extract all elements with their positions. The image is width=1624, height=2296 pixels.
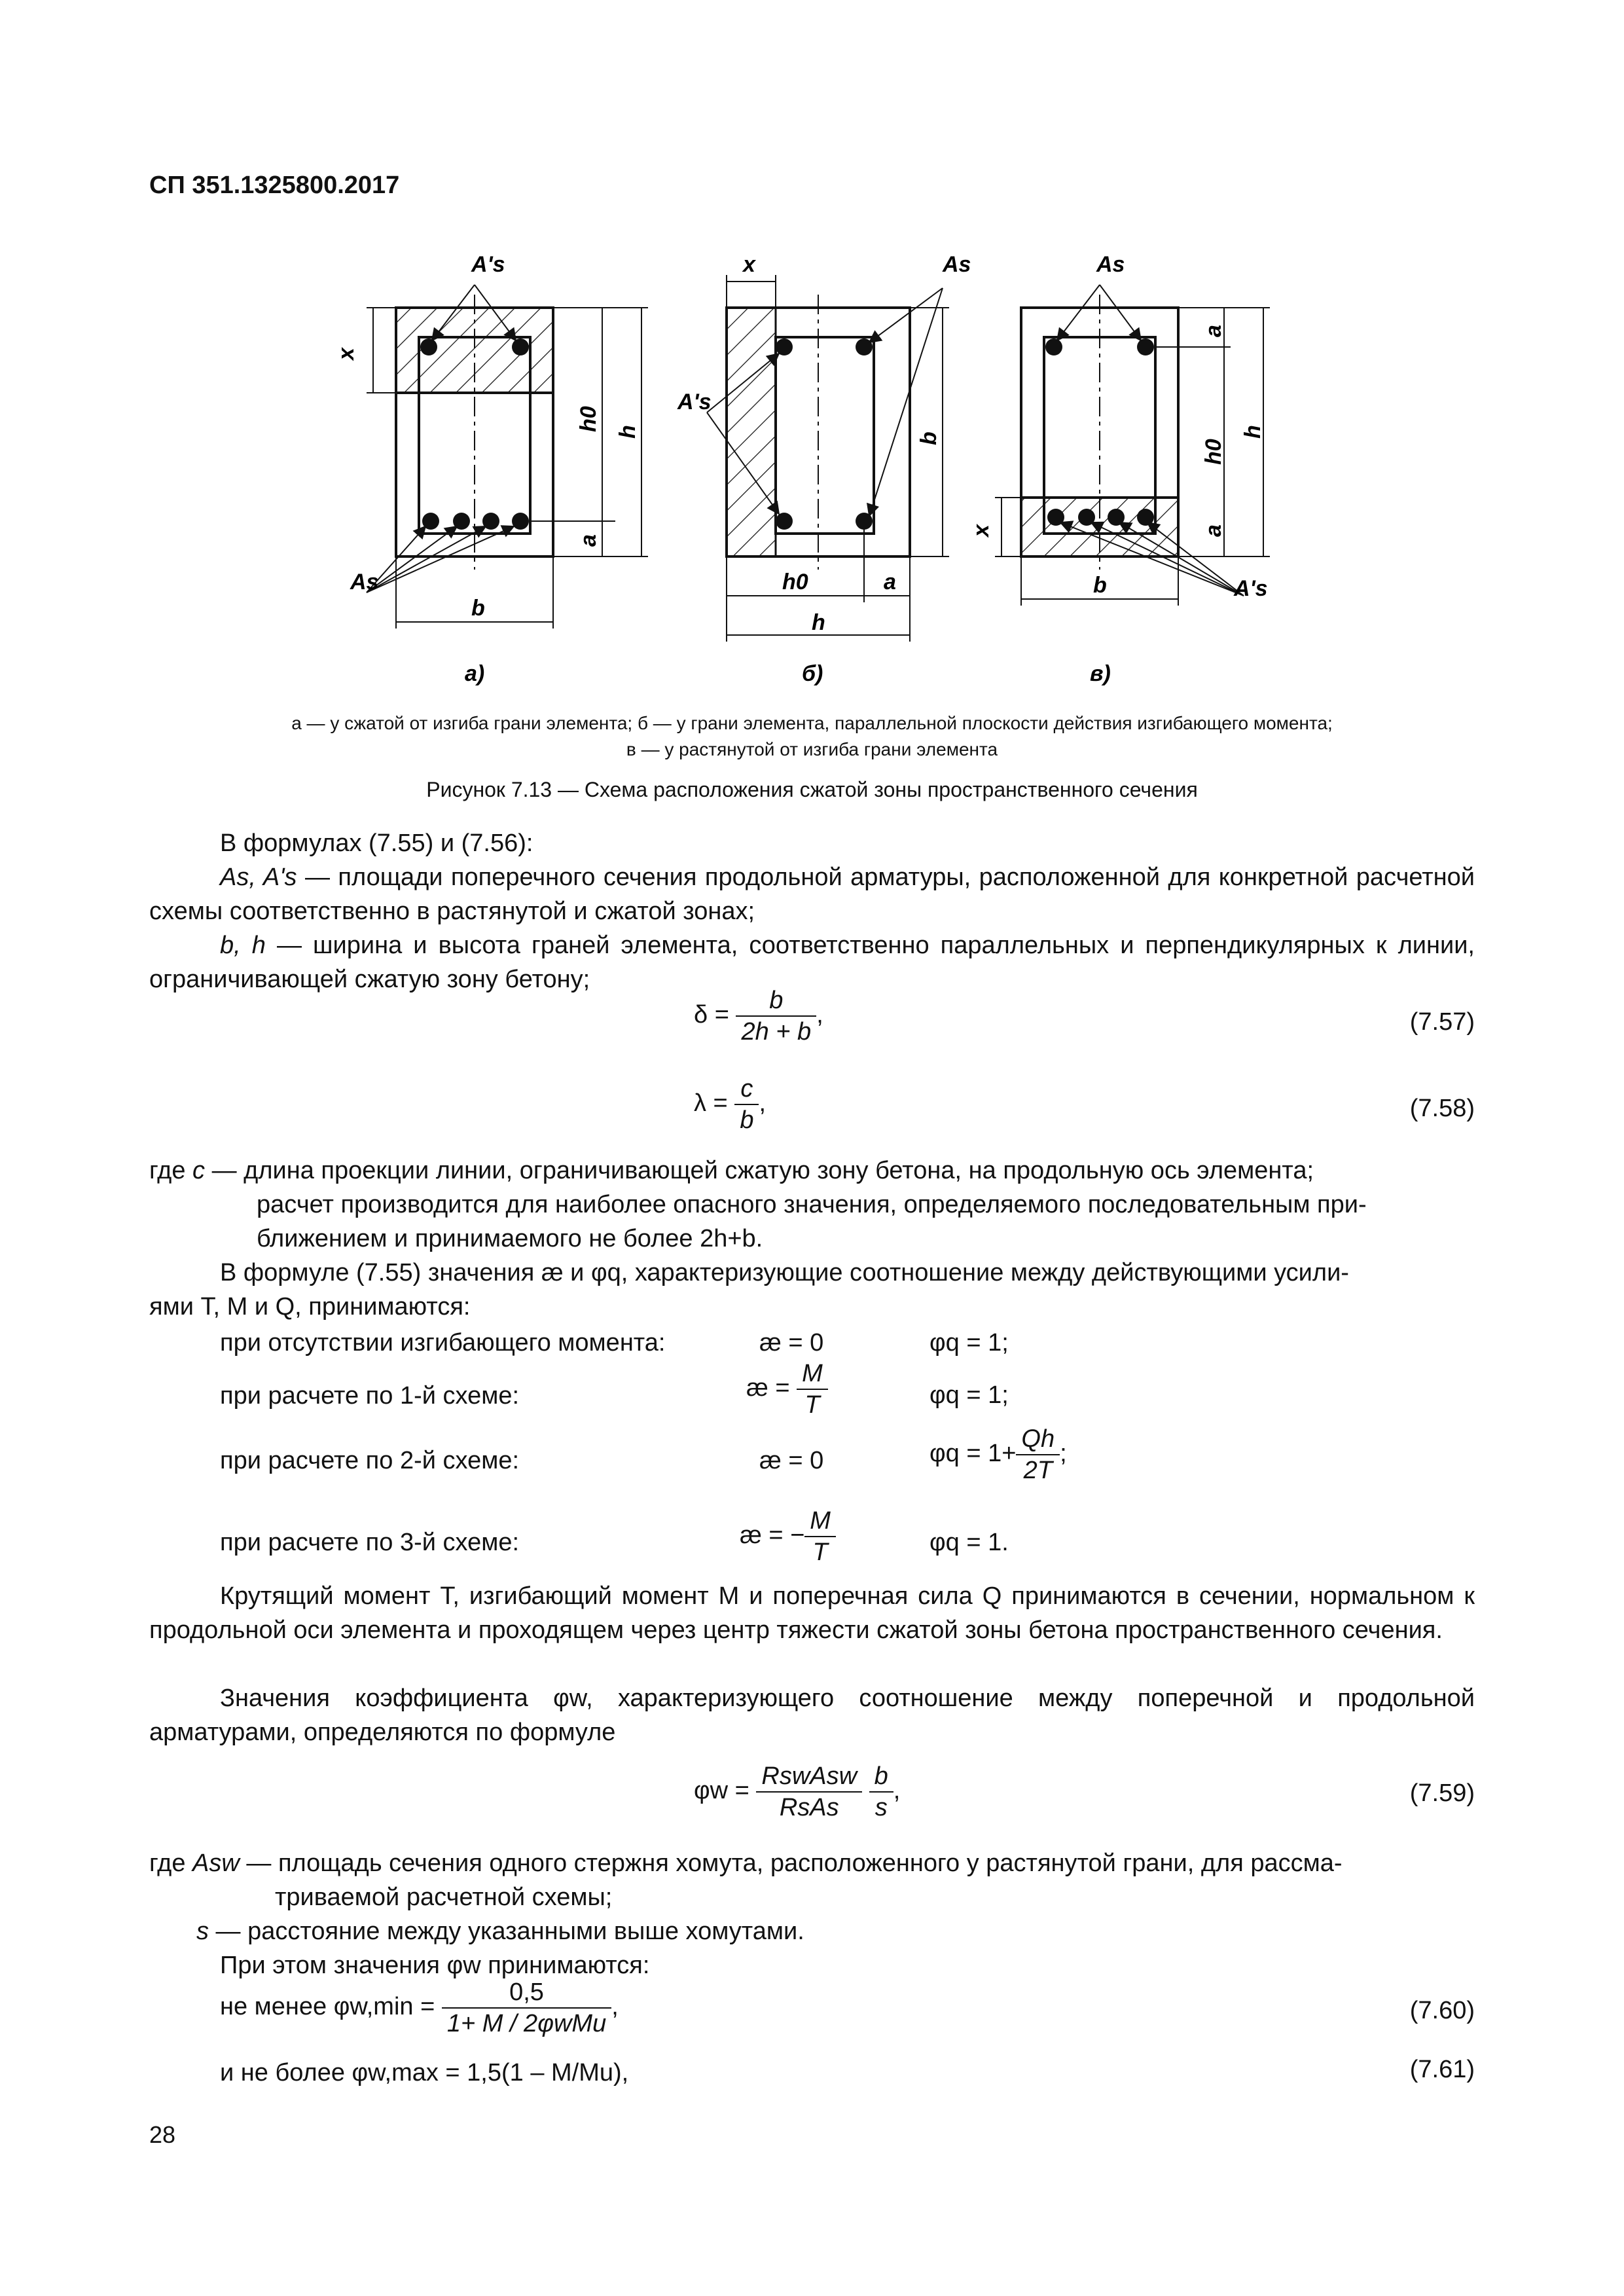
document-code: СП 351.1325800.2017 — [149, 172, 400, 199]
case-row-2-label: при расчете по 1-й схеме: — [220, 1382, 520, 1410]
equation-7-58: λ = $\frac{c}{b}$ , — [694, 1075, 767, 1134]
equation-7-61: и не более φw,max = 1,5(1 – M/Mu), — [220, 2059, 629, 2086]
case-row-2-phi: φq = 1; — [929, 1381, 1009, 1409]
panel-b-section — [677, 252, 971, 686]
case-row-4-ae: æ = − $\frac{M}{T}$ — [740, 1506, 836, 1567]
equation-7-57: δ = $\frac{b}{2h + b}$ , — [694, 987, 823, 1046]
label-a-bottom-c: a — [1201, 524, 1226, 537]
figure-7-13 — [314, 249, 1309, 707]
paragraph-c-definition-3: ближением и принимаемого не более 2h+b. — [257, 1225, 763, 1252]
label-x-a: x — [334, 348, 359, 360]
equation-number-7-61: (7.61) — [1409, 2056, 1475, 2083]
paragraph-phi-w: Значения коэффициента φw, характеризующего соотношение между поперечной и продольной арматурами, определяются по формуле — [149, 1685, 1475, 1746]
panel-c-label: в) — [1090, 661, 1111, 686]
label-as-a: As — [350, 570, 379, 594]
paragraph-formulas-intro: В формулах (7.55) и (7.56): — [220, 829, 533, 857]
label-h0-c: h0 — [1201, 439, 1226, 465]
paragraph-ae-phi-1: В формуле (7.55) значения æ и φq, характеризующие соотношение между действующими усили- — [220, 1259, 1349, 1286]
case-row-4-phi: φq = 1. — [929, 1529, 1009, 1556]
case-row-2-ae: æ = $\frac{M}{T}$ — [746, 1358, 828, 1420]
page-number: 28 — [149, 2121, 176, 2148]
panel-a-section — [334, 252, 648, 686]
label-h-b: h — [812, 610, 825, 635]
label-as-prime-b: A's — [677, 390, 712, 414]
equation-number-7-57: (7.57) — [1409, 1008, 1475, 1036]
label-b-a: b — [471, 596, 485, 621]
case-row-3-ae: æ = 0 — [759, 1447, 824, 1474]
paragraph-bh-definition: b, h — ширина и высота граней элемента, соответственно параллельных и перпендикулярных к линии, ограничивающей сжатую зону бетону; — [149, 932, 1475, 993]
label-x-c: x — [969, 524, 994, 537]
equation-number-7-58: (7.58) — [1409, 1095, 1475, 1122]
label-b-b: b — [916, 431, 941, 445]
figure-caption: Рисунок 7.13 — Схема расположения сжатой зоны пространственного сечения — [426, 778, 1198, 801]
paragraph-c-definition-1: где c — длина проекции линии, ограничивающей сжатую зону бетона, на продольную ось элемента; — [149, 1157, 1314, 1184]
label-x-b: x — [743, 252, 755, 277]
panel-b-label: б) — [802, 661, 823, 686]
label-h-a: h — [615, 425, 640, 439]
paragraph-as-definition: As, A's — площади поперечного сечения продольной арматуры, расположенной для конкретной расчетной схемы соответственно в растянутой и сжатой зонах; — [149, 864, 1475, 925]
case-row-3-label: при расчете по 2-й схеме: — [220, 1447, 520, 1474]
label-a-top-c: a — [1201, 325, 1226, 337]
case-row-3-phi: φq = 1+ $\frac{Qh}{2T}$ ; — [929, 1425, 1067, 1484]
label-b-c: b — [1093, 573, 1107, 598]
paragraph-ae-phi-2: ями T, M и Q, принимаются: — [149, 1293, 471, 1321]
case-row-1-phi: φq = 1; — [929, 1329, 1009, 1357]
label-as-c: As — [1096, 252, 1125, 277]
equation-number-7-59: (7.59) — [1409, 1779, 1475, 1807]
label-h0-b: h0 — [782, 570, 808, 594]
paragraph-asw-definition-1: где Asw — площадь сечения одного стержня хомута, расположенного у растянутой грани, для рассма- — [149, 1850, 1343, 1877]
label-h-c: h — [1240, 425, 1265, 439]
panel-c-section — [969, 252, 1270, 686]
equation-number-7-60: (7.60) — [1409, 1997, 1475, 2024]
case-row-4-label: при расчете по 3-й схеме: — [220, 1529, 520, 1556]
equation-7-59: φw = $\frac{\text{RswAsw}}{\text{RsAs}}$ $\frac{b}{s}$ , — [694, 1762, 901, 1821]
paragraph-torque-moment: Крутящий момент T, изгибающий момент M и поперечная сила Q принимаются в сечении, нормальном к продольной оси элемента и проходящем через центр тяжести сжатой зоны бетона пространственного сечения. — [149, 1582, 1475, 1644]
label-as-prime-c: A's — [1234, 576, 1268, 601]
case-row-1-label: при отсутствии изгибающего момента: — [220, 1329, 666, 1357]
label-h0-a: h0 — [576, 406, 601, 432]
label-as-prime-a: A's — [471, 252, 505, 277]
figure-legend-line-2: в — у растянутой от изгиба грани элемента — [626, 739, 998, 759]
paragraph-c-definition-2: расчет производится для наиболее опасного значения, определяемого последовательным при- — [257, 1191, 1367, 1218]
paragraph-asw-definition-2: триваемой расчетной схемы; — [275, 1884, 613, 1911]
paragraph-s-definition: s — расстояние между указанными выше хомутами. — [196, 1918, 804, 1945]
label-as-b: As — [943, 252, 971, 277]
panel-a-label: а) — [465, 661, 485, 686]
figure-legend-line-1: а — у сжатой от изгиба грани элемента; б — у грани элемента, параллельной плоскости действия изгибающего момента; — [291, 713, 1333, 733]
paragraph-phi-w-limits: При этом значения φw принимаются: — [220, 1952, 650, 1979]
case-row-1-ae: æ = 0 — [759, 1329, 824, 1357]
equation-7-60: не менее φw,min = $\frac{0,5}{\text{1+ M / 2φwMu}}$ , — [220, 1978, 619, 2037]
label-a-b: a — [884, 570, 896, 594]
label-a-a: a — [576, 534, 601, 547]
